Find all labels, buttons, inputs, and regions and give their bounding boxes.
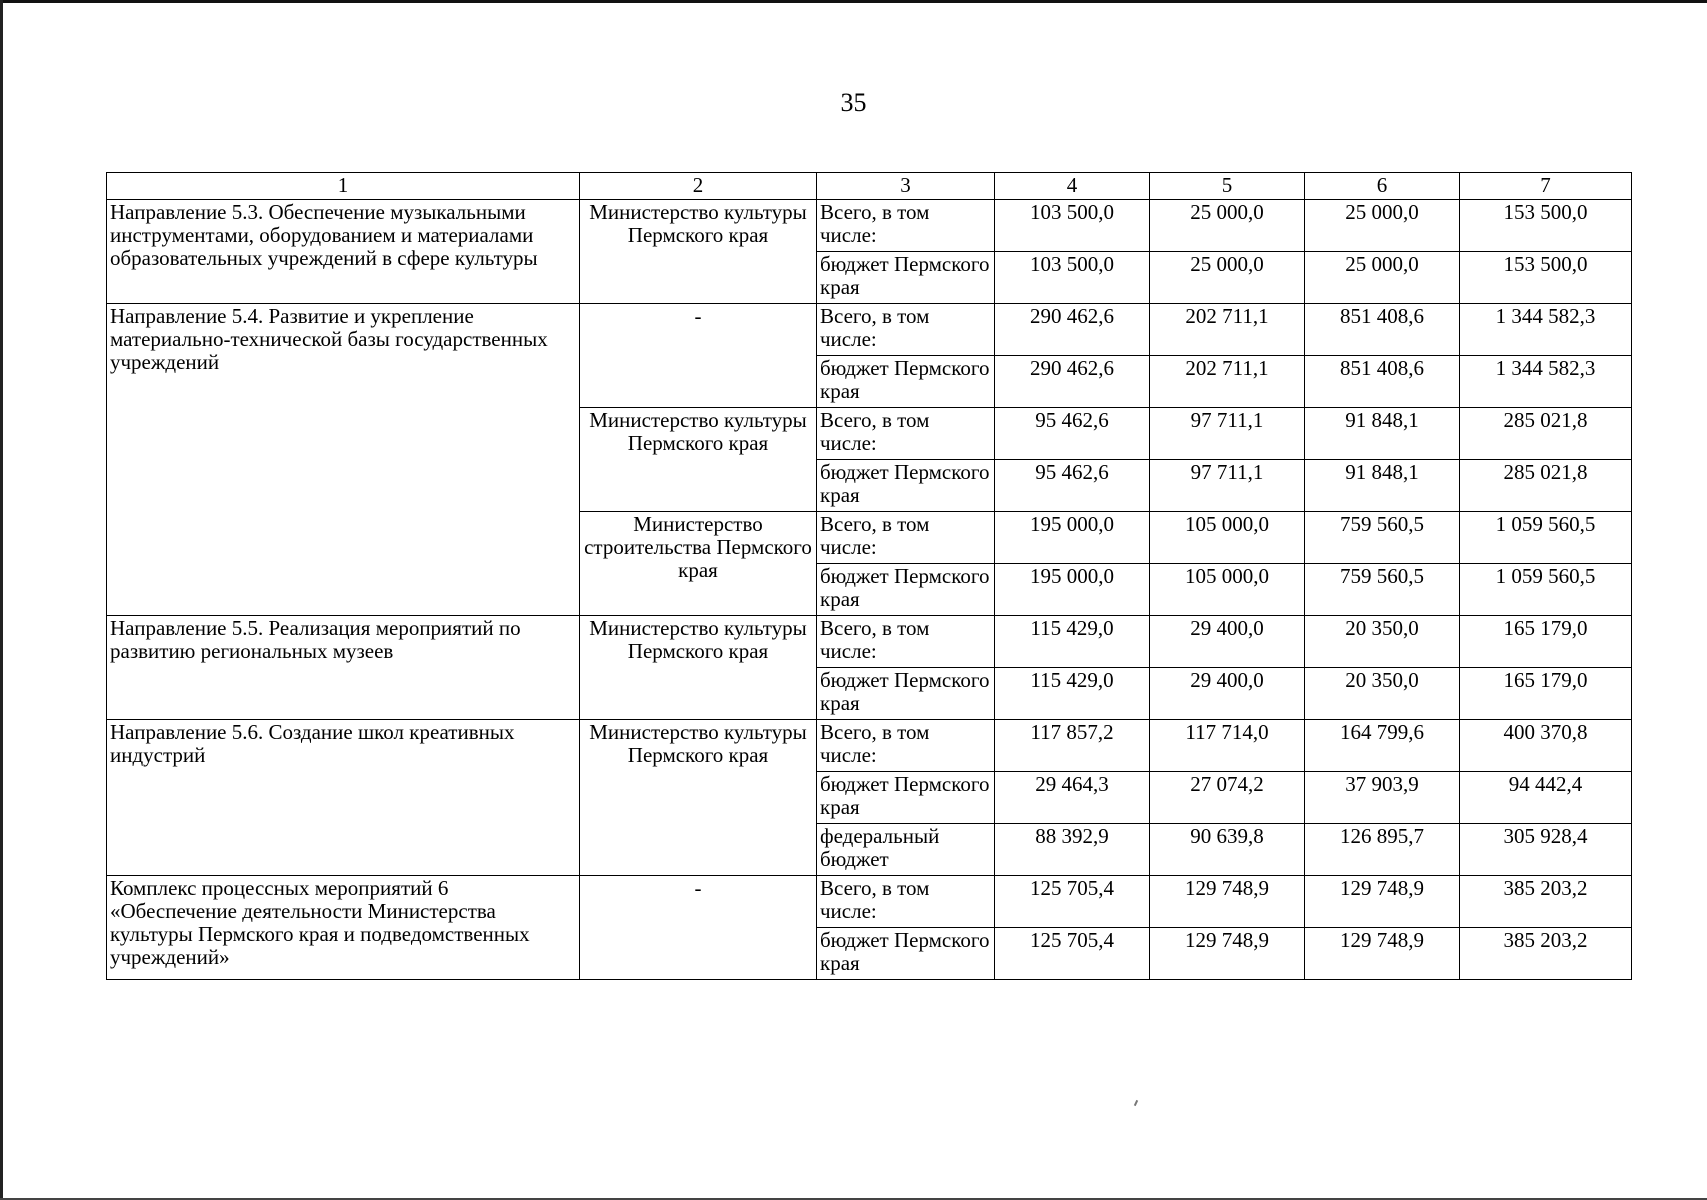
- value-col6-cell: 129 748,9: [1305, 876, 1460, 928]
- value-col4-cell: 95 462,6: [995, 460, 1150, 512]
- column-number: 3: [817, 173, 995, 200]
- column-number: 7: [1460, 173, 1632, 200]
- column-number: 5: [1150, 173, 1305, 200]
- value-col6-cell: 164 799,6: [1305, 720, 1460, 772]
- value-col5-cell: 29 400,0: [1150, 668, 1305, 720]
- value-col4-cell: 125 705,4: [995, 928, 1150, 980]
- value-col7-cell: 385 203,2: [1460, 876, 1632, 928]
- value-col6-cell: 129 748,9: [1305, 928, 1460, 980]
- executor-cell: Министерство строительства Пермского края: [580, 512, 817, 616]
- table-row: [107, 200, 1632, 252]
- executor-cell: Министерство культуры Пермского края: [580, 408, 817, 512]
- value-col5-cell: 97 711,1: [1150, 460, 1305, 512]
- table-row: [107, 616, 1632, 668]
- value-col7-cell: 94 442,4: [1460, 772, 1632, 824]
- funding-source-cell: Всего, в том числе:: [817, 200, 995, 252]
- value-col7-cell: 153 500,0: [1460, 252, 1632, 304]
- value-col4-cell: 195 000,0: [995, 512, 1150, 564]
- executor-cell: -: [580, 876, 817, 980]
- page-number: 35: [840, 88, 867, 117]
- funding-source-cell: Всего, в том числе:: [817, 408, 995, 460]
- column-number: 1: [107, 173, 580, 200]
- value-col6-cell: 126 895,7: [1305, 824, 1460, 876]
- funding-source-cell: бюджет Пермского края: [817, 928, 995, 980]
- table-row: [107, 876, 1632, 928]
- value-col6-cell: 759 560,5: [1305, 564, 1460, 616]
- column-number: 2: [580, 173, 817, 200]
- value-col7-cell: 285 021,8: [1460, 408, 1632, 460]
- funding-source-cell: бюджет Пермского края: [817, 356, 995, 408]
- value-col7-cell: 1 344 582,3: [1460, 356, 1632, 408]
- value-col5-cell: 117 714,0: [1150, 720, 1305, 772]
- value-col6-cell: 851 408,6: [1305, 356, 1460, 408]
- value-col6-cell: 851 408,6: [1305, 304, 1460, 356]
- value-col4-cell: 125 705,4: [995, 876, 1150, 928]
- value-col6-cell: 37 903,9: [1305, 772, 1460, 824]
- value-col5-cell: 97 711,1: [1150, 408, 1305, 460]
- table-row: [107, 720, 1632, 772]
- value-col5-cell: 25 000,0: [1150, 252, 1305, 304]
- column-number: 4: [995, 173, 1150, 200]
- value-col5-cell: 25 000,0: [1150, 200, 1305, 252]
- funding-source-cell: бюджет Пермского края: [817, 252, 995, 304]
- value-col4-cell: 115 429,0: [995, 668, 1150, 720]
- funding-source-cell: бюджет Пермского края: [817, 668, 995, 720]
- executor-cell: Министерство культуры Пермского края: [580, 616, 817, 720]
- table-row: [107, 304, 1632, 356]
- value-col5-cell: 129 748,9: [1150, 876, 1305, 928]
- value-col5-cell: 90 639,8: [1150, 824, 1305, 876]
- funding-source-cell: федеральный бюджет: [817, 824, 995, 876]
- column-number-row: [107, 173, 1632, 200]
- scan-edge-left: [0, 0, 3, 1200]
- value-col6-cell: 25 000,0: [1305, 200, 1460, 252]
- value-col4-cell: 195 000,0: [995, 564, 1150, 616]
- funding-source-cell: бюджет Пермского края: [817, 460, 995, 512]
- value-col7-cell: 165 179,0: [1460, 616, 1632, 668]
- value-col4-cell: 103 500,0: [995, 200, 1150, 252]
- funding-source-cell: Всего, в том числе:: [817, 304, 995, 356]
- value-col4-cell: 29 464,3: [995, 772, 1150, 824]
- value-col5-cell: 29 400,0: [1150, 616, 1305, 668]
- value-col4-cell: 88 392,9: [995, 824, 1150, 876]
- funding-source-cell: Всего, в том числе:: [817, 876, 995, 928]
- scan-edge-top: [0, 0, 1707, 3]
- funding-source-cell: бюджет Пермского края: [817, 564, 995, 616]
- value-col6-cell: 91 848,1: [1305, 460, 1460, 512]
- value-col4-cell: 117 857,2: [995, 720, 1150, 772]
- value-col7-cell: 400 370,8: [1460, 720, 1632, 772]
- funding-source-cell: бюджет Пермского края: [817, 772, 995, 824]
- value-col5-cell: 202 711,1: [1150, 356, 1305, 408]
- direction-cell: Комплекс процессных мероприятий 6 «Обеспечение деятельности Министерства культуры Пермского края и подведомственных учреждений»: [107, 876, 580, 980]
- value-col4-cell: 290 462,6: [995, 356, 1150, 408]
- value-col7-cell: 1 059 560,5: [1460, 512, 1632, 564]
- funding-source-cell: Всего, в том числе:: [817, 616, 995, 668]
- value-col4-cell: 95 462,6: [995, 408, 1150, 460]
- value-col7-cell: 285 021,8: [1460, 460, 1632, 512]
- direction-cell: Направление 5.4. Развитие и укрепление материально-технической базы государственных учреждений: [107, 304, 580, 616]
- value-col7-cell: 1 059 560,5: [1460, 564, 1632, 616]
- value-col7-cell: 165 179,0: [1460, 668, 1632, 720]
- executor-cell: Министерство культуры Пермского края: [580, 200, 817, 304]
- value-col7-cell: 153 500,0: [1460, 200, 1632, 252]
- value-col6-cell: 20 350,0: [1305, 616, 1460, 668]
- value-col7-cell: 1 344 582,3: [1460, 304, 1632, 356]
- value-col6-cell: 20 350,0: [1305, 668, 1460, 720]
- direction-cell: Направление 5.5. Реализация мероприятий по развитию региональных музеев: [107, 616, 580, 720]
- direction-cell: Направление 5.6. Создание школ креативных индустрий: [107, 720, 580, 876]
- value-col5-cell: 105 000,0: [1150, 564, 1305, 616]
- budget-table: [106, 172, 1632, 980]
- value-col5-cell: 202 711,1: [1150, 304, 1305, 356]
- scan-speck: [1134, 1100, 1138, 1106]
- value-col5-cell: 129 748,9: [1150, 928, 1305, 980]
- value-col4-cell: 103 500,0: [995, 252, 1150, 304]
- value-col7-cell: 385 203,2: [1460, 928, 1632, 980]
- value-col7-cell: 305 928,4: [1460, 824, 1632, 876]
- value-col4-cell: 115 429,0: [995, 616, 1150, 668]
- value-col6-cell: 91 848,1: [1305, 408, 1460, 460]
- value-col6-cell: 759 560,5: [1305, 512, 1460, 564]
- value-col6-cell: 25 000,0: [1305, 252, 1460, 304]
- executor-cell: Министерство культуры Пермского края: [580, 720, 817, 876]
- funding-source-cell: Всего, в том числе:: [817, 720, 995, 772]
- value-col5-cell: 105 000,0: [1150, 512, 1305, 564]
- value-col5-cell: 27 074,2: [1150, 772, 1305, 824]
- funding-source-cell: Всего, в том числе:: [817, 512, 995, 564]
- executor-cell: -: [580, 304, 817, 408]
- direction-cell: Направление 5.3. Обеспечение музыкальными инструментами, оборудованием и материалами образовательных учреждений в сфере культуры: [107, 200, 580, 304]
- column-number: 6: [1305, 173, 1460, 200]
- value-col4-cell: 290 462,6: [995, 304, 1150, 356]
